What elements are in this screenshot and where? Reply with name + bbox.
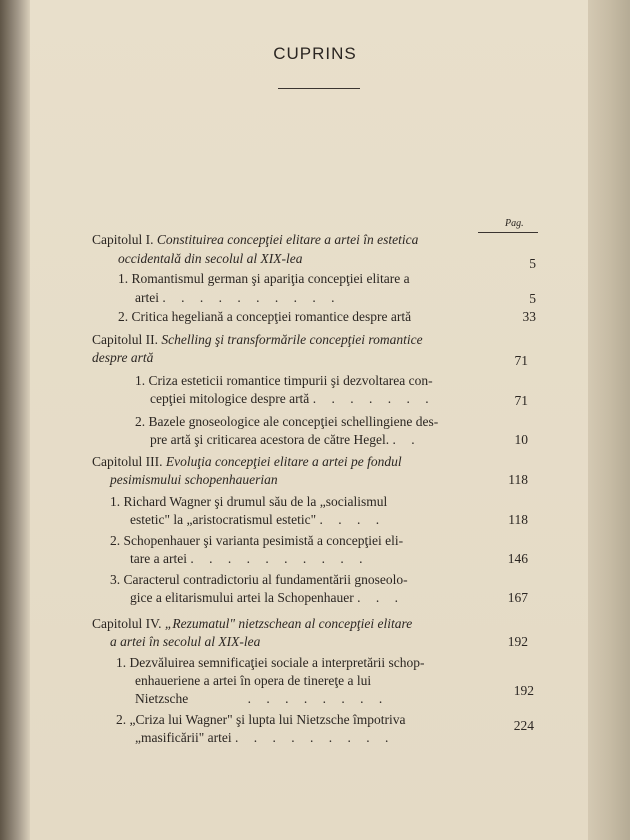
chapter-2-page: 71 <box>514 353 528 368</box>
chapter-3-page: 118 <box>508 472 528 487</box>
toc-entry-3-3-cont: gice a elitarismului artei la Schopenhauer . . . <box>130 590 405 605</box>
chapter-3-name: Evoluţia concepţiei elitare a artei pe fondul <box>165 454 402 469</box>
page-title: CUPRINS <box>273 44 357 63</box>
toc-entry-1-1-cont: artei . . . . . . . . . . <box>135 290 341 305</box>
chapter-1-page: 5 <box>529 256 536 271</box>
chapter-3-title <box>92 454 402 470</box>
chapter-2-title-cont: despre artă <box>92 350 154 365</box>
chapter-2-title <box>92 332 423 348</box>
toc-entry-3-3-page: 167 <box>507 590 528 605</box>
chapter-1-name: Constituirea concepţiei elitare a artei în estetica <box>156 232 419 247</box>
toc-entry-4-2-page: 224 <box>513 718 534 733</box>
toc-entry-3-3: 3. Caracterul contradictoriu al fundamentării gnoseolo- <box>110 572 408 587</box>
toc-entry-3-2-page: 146 <box>507 551 528 566</box>
toc-entry-2-1-page: 71 <box>514 393 528 408</box>
toc-entry-3-1-cont: estetic" la „aristocratismul estetic" . . . . <box>130 512 386 527</box>
toc-entry-3-1: 1. Richard Wagner şi drumul său de la „socialismul <box>110 494 388 509</box>
toc-entry-2-2-cont: pre artă şi criticarea acestora de către Hegel. . . <box>150 432 421 447</box>
toc-entry-3-2: 2. Schopenhauer şi varianta pesimistă a concepţiei eli- <box>110 533 404 548</box>
chapter-4-label: Capitolul IV. <box>92 616 165 631</box>
toc-entry-1-1: 1. Romantismul german şi apariţia concepţiei elitare a <box>118 271 410 286</box>
chapter-4-title <box>92 616 412 632</box>
chapter-1-label: Capitolul I. <box>92 232 157 247</box>
toc-entry-1-1-page: 5 <box>529 291 536 306</box>
toc-entry-2-2: 2. Bazele gnoseologice ale concepţiei schellingiene des- <box>135 414 439 429</box>
toc-entry-4-1-cont2: Nietzsche . . . . . . . . <box>135 691 389 706</box>
toc-entry-1-2-page: 33 <box>522 309 536 324</box>
toc-entry-4-1-page: 192 <box>513 683 534 698</box>
toc-entry-2-1-cont: cepţiei mitologice despre artă . . . . . . . <box>150 391 435 406</box>
chapter-1-title <box>92 232 418 248</box>
toc-entry-4-1-cont: enhaueriene a artei în opera de tinereţe a lui <box>135 673 372 688</box>
toc-entry-3-2-cont: tare a artei . . . . . . . . . . <box>130 551 369 566</box>
toc-entry-3-1-page: 118 <box>508 512 528 527</box>
toc-entry-4-2-cont: „masificării" artei . . . . . . . . . <box>135 730 395 745</box>
chapter-2-label: Capitolul II. <box>92 332 162 347</box>
chapter-1-title-cont: occidentală din secolul al XIX-lea <box>118 251 303 266</box>
toc-entry-2-2-page: 10 <box>514 432 528 447</box>
chapter-4-page: 192 <box>507 634 528 649</box>
book-spine-shadow <box>0 0 30 840</box>
title-underline <box>278 88 360 89</box>
toc-entry-4-1: 1. Dezvăluirea semnificaţiei sociale a interpretării schop- <box>116 655 425 670</box>
facing-page-edge <box>588 0 630 840</box>
chapter-3-title-cont: pesimismului schopenhauerian <box>110 472 278 487</box>
toc-entry-4-2: 2. „Criza lui Wagner" şi lupta lui Nietzsche împotriva <box>116 712 406 727</box>
page-column-rule <box>478 232 538 233</box>
chapter-4-title-cont: a artei în secolul al XIX-lea <box>110 634 261 649</box>
chapter-3-label: Capitolul III. <box>92 454 166 469</box>
toc-entry-1-2: 2. Critica hegeliană a concepţiei romantice despre artă <box>118 309 412 324</box>
chapter-4-name: „Rezumatul" nietzschean al concepţiei elitare <box>164 616 413 631</box>
chapter-2-name: Schelling şi transformările concepţiei romantice <box>161 332 423 347</box>
toc-entry-2-1: 1. Criza esteticii romantice timpurii şi dezvoltarea con- <box>135 373 433 388</box>
page-column-label: Pag. <box>505 218 524 229</box>
